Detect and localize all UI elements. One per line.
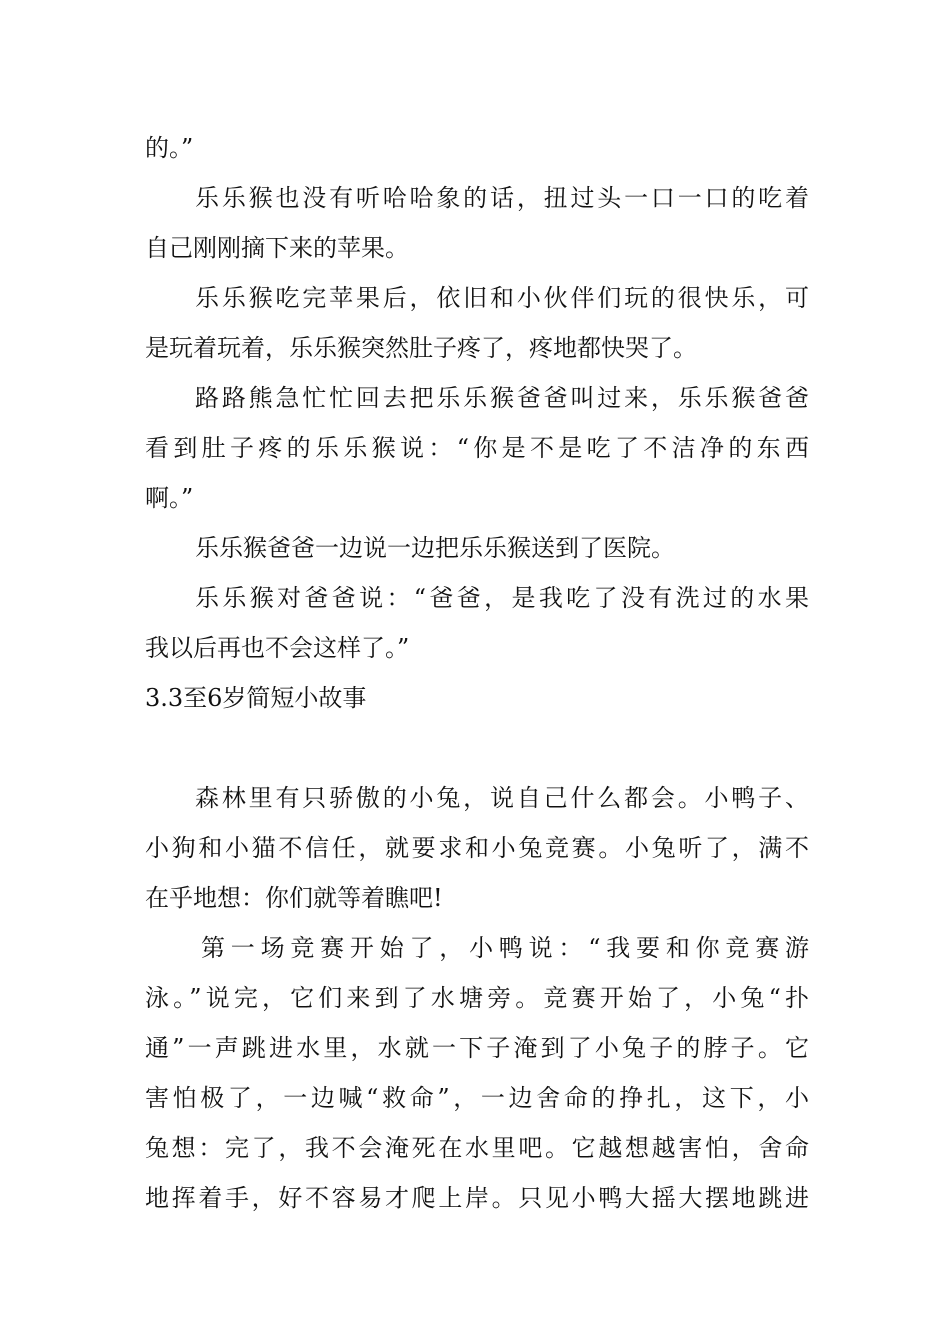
text-line: 在乎地想：你们就等着瞧吧! xyxy=(145,884,443,912)
text-line: 的。” xyxy=(145,134,194,162)
text-line: 泳。”说完，它们来到了水塘旁。竞赛开始了，小兔“扑 xyxy=(145,984,809,1012)
text-line: 第一场竞赛开始了，小鸭说：“我要和你竞赛游 xyxy=(201,934,809,962)
text-line: 乐乐猴对爸爸说：“爸爸，是我吃了没有洗过的水果 xyxy=(195,584,809,612)
text-line: 通”一声跳进水里，水就一下子淹到了小兔子的脖子。它 xyxy=(145,1034,809,1062)
text-line: 乐乐猴也没有听哈哈象的话，扭过头一口一口的吃着 xyxy=(195,184,809,212)
text-line: 乐乐猴爸爸一边说一边把乐乐猴送到了医院。 xyxy=(195,534,675,562)
text-line: 我以后再也不会这样了。” xyxy=(145,634,410,662)
text-line: 地挥着手，好不容易才爬上岸。只见小鸭大摇大摆地跳进 xyxy=(145,1184,809,1212)
text-line: 害怕极了，一边喊“救命”，一边舍命的挣扎，这下，小 xyxy=(145,1084,809,1112)
text-line: 啊。” xyxy=(145,484,194,512)
text-line: 是玩着玩着，乐乐猴突然肚子疼了，疼地都快哭了。 xyxy=(145,334,697,362)
text-line: 路路熊急忙忙回去把乐乐猴爸爸叫过来，乐乐猴爸爸 xyxy=(195,384,809,412)
text-line: 看到肚子疼的乐乐猴说：“你是不是吃了不洁净的东西 xyxy=(145,434,809,462)
text-line: 兔想：完了，我不会淹死在水里吧。它越想越害怕，舍命 xyxy=(145,1134,809,1162)
text-line: 森林里有只骄傲的小兔，说自己什么都会。小鸭子、 xyxy=(195,784,809,812)
text-line: 小狗和小猫不信任，就要求和小兔竞赛。小兔听了，满不 xyxy=(145,834,809,862)
section-heading: 3.3至6岁简短小故事 xyxy=(145,684,367,712)
text-line: 乐乐猴吃完苹果后，依旧和小伙伴们玩的很快乐，可 xyxy=(195,284,809,312)
text-line: 自己刚刚摘下来的苹果。 xyxy=(145,234,409,262)
